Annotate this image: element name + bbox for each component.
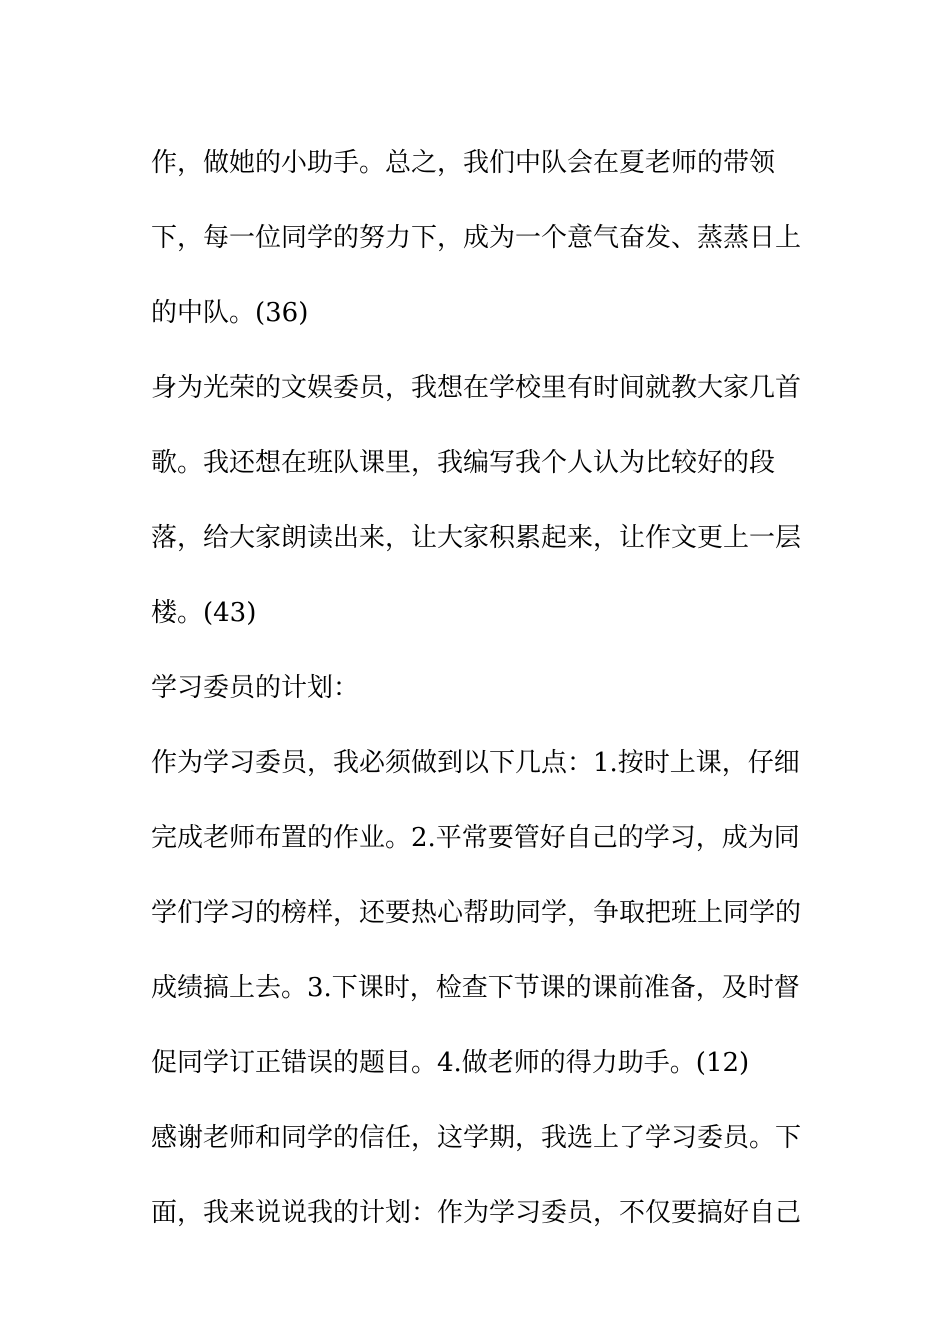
text-line: 面，我来说说我的计划：作为学习委员，不仅要搞好自己: [151, 1198, 802, 1228]
document-body: [151, 126, 801, 1251]
text-line: 感谢老师和同学的信任，这学期，我选上了学习委员。下: [151, 1123, 802, 1153]
text-line: 身为光荣的文娱委员，我想在学校里有时间就教大家几首: [151, 373, 802, 403]
text-line: 学习委员的计划：: [151, 673, 360, 703]
text-line: 楼。(43): [151, 598, 257, 628]
text-line: 促同学订正错误的题目。4.做老师的得力助手。(12): [151, 1048, 750, 1078]
text-line: 下，每一位同学的努力下，成为一个意气奋发、蒸蒸日上: [151, 223, 802, 253]
text-line: 作为学习委员，我必须做到以下几点：1.按时上课，仔细: [151, 748, 800, 778]
text-line: 成绩搞上去。3.下课时，检查下节课的课前准备，及时督: [151, 973, 800, 1003]
text-line: 歌。我还想在班队课里，我编写我个人认为比较好的段: [151, 448, 776, 478]
text-line: 落，给大家朗读出来，让大家积累起来，让作文更上一层: [151, 523, 802, 553]
text-line: 作，做她的小助手。总之，我们中队会在夏老师的带领: [151, 148, 776, 178]
text-line: 完成老师布置的作业。2.平常要管好自己的学习，成为同: [151, 823, 800, 853]
text-line: 的中队。(36): [151, 298, 309, 328]
text-line: 学们学习的榜样，还要热心帮助同学，争取把班上同学的: [151, 898, 802, 928]
